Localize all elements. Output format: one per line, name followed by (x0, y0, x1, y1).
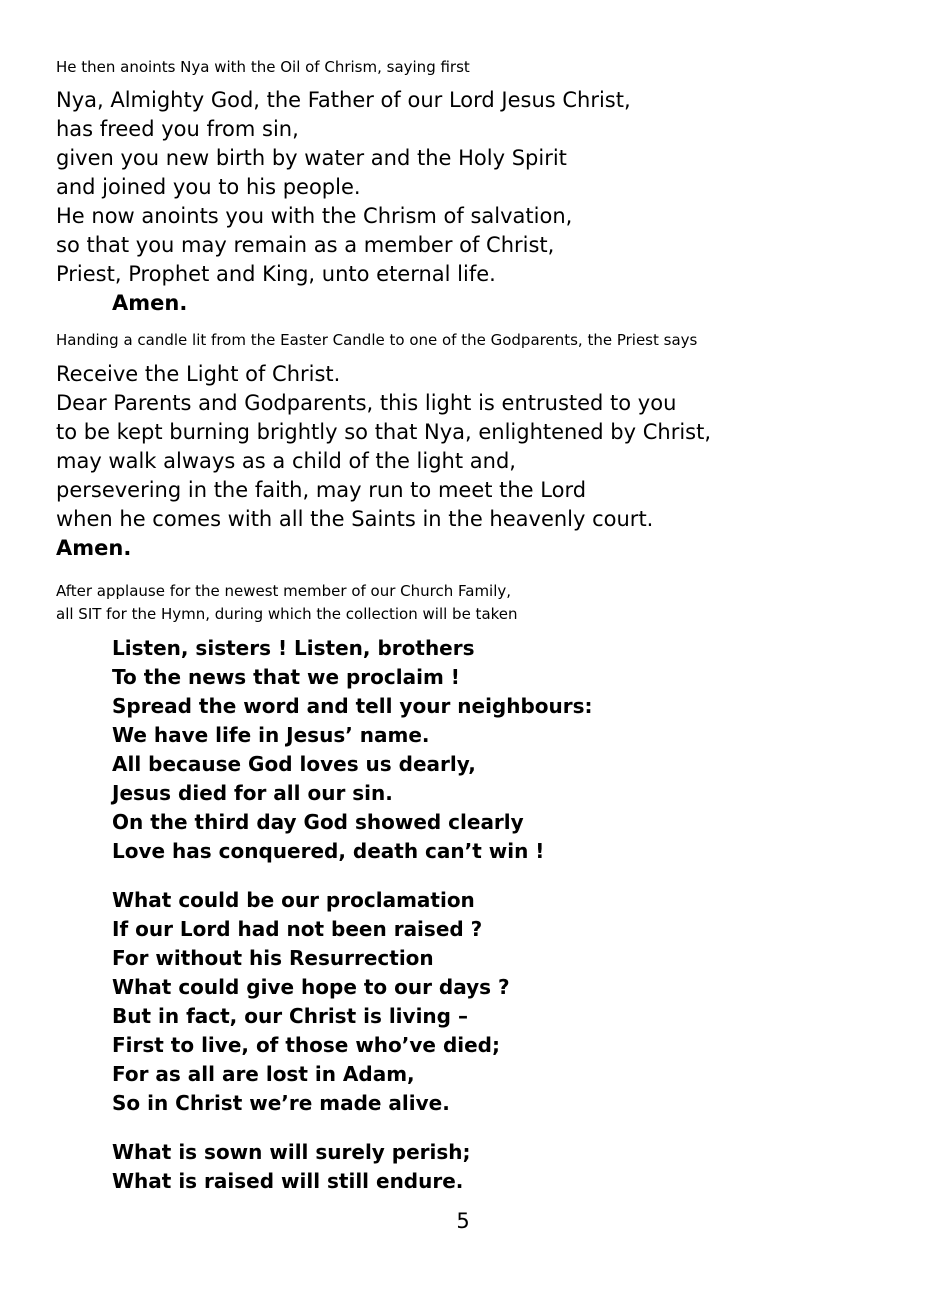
hymn-line: What could be our proclamation (112, 888, 475, 912)
page-number: 5 (456, 1209, 470, 1233)
hymn-line: So in Christ we’re made alive. (112, 1091, 450, 1115)
anointing-response-amen: Amen. (112, 291, 188, 315)
hymn-line: Love has conquered, death can’t win ! (112, 839, 545, 863)
hymn-line: But in fact, our Christ is living – (112, 1004, 468, 1028)
prayer-line: Nya, Almighty God, the Father of our Lord Jesus Christ, (56, 88, 631, 112)
light-line: to be kept burning brightly so that Nya, enlightened by Christ, (56, 420, 712, 444)
hymn-verse-1 (112, 634, 593, 866)
hymn-verse-2 (112, 886, 510, 1118)
hymn-line: On the third day God showed clearly (112, 810, 524, 834)
hymn-line: Jesus died for all our sin. (112, 781, 393, 805)
hymn-line: What could give hope to our days ? (112, 975, 510, 999)
prayer-line: He now anoints you with the Chrism of salvation, (56, 204, 573, 228)
light-line: Dear Parents and Godparents, this light is entrusted to you (56, 391, 677, 415)
hymn-line: All because God loves us dearly, (112, 752, 476, 776)
prayer-line: has freed you from sin, (56, 117, 299, 141)
prayer-line: and joined you to his people. (56, 175, 361, 199)
light-of-christ-text (56, 360, 711, 563)
rubric-hymn (56, 580, 518, 626)
hymn-line: For without his Resurrection (112, 946, 434, 970)
hymn-line: First to live, of those who’ve died; (112, 1033, 500, 1057)
anointing-prayer (56, 86, 631, 318)
light-response-amen: Amen. (56, 536, 132, 560)
prayer-line: so that you may remain as a member of Christ, (56, 233, 555, 257)
light-line: when he comes with all the Saints in the heavenly court. (56, 507, 654, 531)
hymn-line: For as all are lost in Adam, (112, 1062, 415, 1086)
light-line: persevering in the faith, may run to meet the Lord (56, 478, 587, 502)
light-line: may walk always as a child of the light and, (56, 449, 516, 473)
hymn-verse-3 (112, 1138, 471, 1196)
rubric-candle: Handing a candle lit from the Easter Candle to one of the Godparents, the Priest says (56, 331, 698, 349)
hymn-line: If our Lord had not been raised ? (112, 917, 483, 941)
prayer-line: Priest, Prophet and King, unto eternal life. (56, 262, 496, 286)
hymn-line: What is sown will surely perish; (112, 1140, 471, 1164)
rubric-hymn-line: After applause for the newest member of our Church Family, (56, 582, 512, 600)
light-line: Receive the Light of Christ. (56, 362, 341, 386)
prayer-line: given you new birth by water and the Holy Spirit (56, 146, 567, 170)
rubric-anointing: He then anoints Nya with the Oil of Chrism, saying first (56, 58, 470, 76)
hymn-line: Listen, sisters ! Listen, brothers (112, 636, 475, 660)
hymn-line: Spread the word and tell your neighbours: (112, 694, 593, 718)
rubric-hymn-line: all SIT for the Hymn, during which the collection will be taken (56, 605, 518, 623)
hymn-line: What is raised will still endure. (112, 1169, 464, 1193)
hymn-line: We have life in Jesus’ name. (112, 723, 430, 747)
hymn-line: To the news that we proclaim ! (112, 665, 460, 689)
